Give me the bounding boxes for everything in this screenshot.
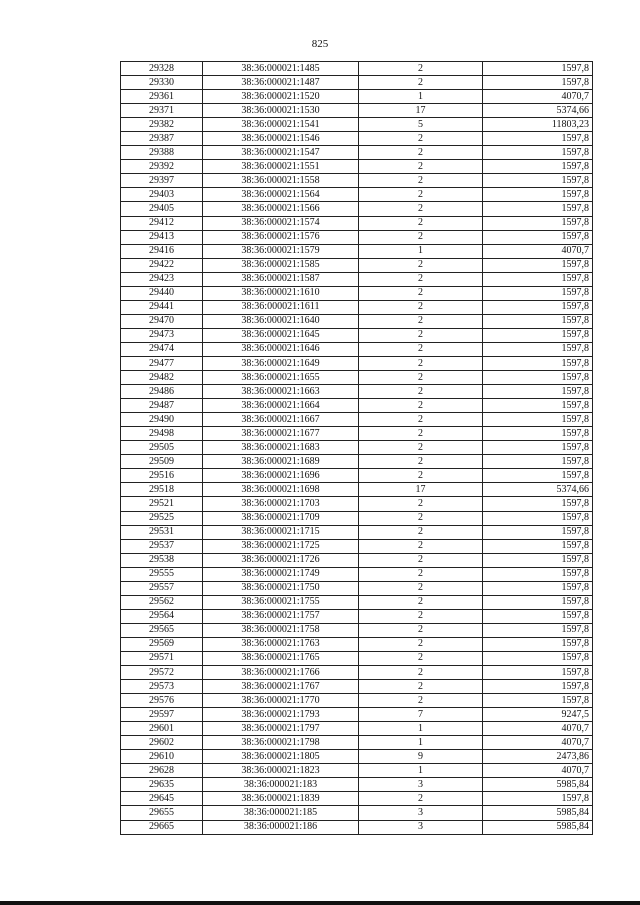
area-cell: 1597,8: [483, 623, 593, 637]
cadastral-number-cell: 38:36:000021:1564: [203, 188, 359, 202]
row-number-cell: 29328: [121, 62, 203, 76]
table-row: [121, 497, 593, 511]
table-row: [121, 637, 593, 651]
table-row: [121, 371, 593, 385]
row-number-cell: 29487: [121, 399, 203, 413]
area-cell: 1597,8: [483, 539, 593, 553]
share-cell: 2: [359, 356, 483, 370]
cadastral-number-cell: 38:36:000021:1763: [203, 637, 359, 651]
share-cell: 2: [359, 272, 483, 286]
area-cell: 1597,8: [483, 567, 593, 581]
cadastral-number-cell: 38:36:000021:1530: [203, 104, 359, 118]
cadastral-number-cell: 38:36:000021:1579: [203, 244, 359, 258]
share-cell: 2: [359, 553, 483, 567]
share-cell: 2: [359, 76, 483, 90]
share-cell: 1: [359, 244, 483, 258]
cadastral-number-cell: 38:36:000021:1667: [203, 413, 359, 427]
table-row: [121, 708, 593, 722]
area-cell: 11803,23: [483, 118, 593, 132]
cadastral-number-cell: 38:36:000021:1767: [203, 680, 359, 694]
share-cell: 1: [359, 764, 483, 778]
area-cell: 1597,8: [483, 637, 593, 651]
share-cell: 2: [359, 511, 483, 525]
row-number-cell: 29361: [121, 90, 203, 104]
share-cell: 2: [359, 286, 483, 300]
table-row: [121, 595, 593, 609]
share-cell: 2: [359, 230, 483, 244]
table-row: [121, 160, 593, 174]
row-number-cell: 29572: [121, 666, 203, 680]
table-row: [121, 258, 593, 272]
row-number-cell: 29482: [121, 371, 203, 385]
cadastral-number-cell: 38:36:000021:1709: [203, 511, 359, 525]
table-row: [121, 272, 593, 286]
area-cell: 5374,66: [483, 483, 593, 497]
area-cell: 1597,8: [483, 76, 593, 90]
table-row: [121, 413, 593, 427]
table-row: [121, 539, 593, 553]
row-number-cell: 29537: [121, 539, 203, 553]
area-cell: 1597,8: [483, 455, 593, 469]
cadastral-number-cell: 38:36:000021:1576: [203, 230, 359, 244]
share-cell: 3: [359, 778, 483, 792]
cadastral-number-cell: 38:36:000021:1547: [203, 146, 359, 160]
share-cell: 2: [359, 258, 483, 272]
table-row: [121, 553, 593, 567]
share-cell: 2: [359, 623, 483, 637]
cadastral-number-cell: 38:36:000021:1664: [203, 399, 359, 413]
row-number-cell: 29422: [121, 258, 203, 272]
cadastral-number-cell: 38:36:000021:1726: [203, 553, 359, 567]
row-number-cell: 29509: [121, 455, 203, 469]
area-cell: 2473,86: [483, 750, 593, 764]
row-number-cell: 29597: [121, 708, 203, 722]
row-number-cell: 29601: [121, 722, 203, 736]
area-cell: 1597,8: [483, 342, 593, 356]
area-cell: 1597,8: [483, 62, 593, 76]
area-cell: 1597,8: [483, 314, 593, 328]
table-row: [121, 328, 593, 342]
row-number-cell: 29525: [121, 511, 203, 525]
cadastral-number-cell: 38:36:000021:1823: [203, 764, 359, 778]
row-number-cell: 29440: [121, 286, 203, 300]
area-cell: 1597,8: [483, 666, 593, 680]
row-number-cell: 29602: [121, 736, 203, 750]
row-number-cell: 29392: [121, 160, 203, 174]
area-cell: 1597,8: [483, 609, 593, 623]
cadastral-number-cell: 38:36:000021:1696: [203, 469, 359, 483]
row-number-cell: 29564: [121, 609, 203, 623]
row-number-cell: 29405: [121, 202, 203, 216]
share-cell: 1: [359, 722, 483, 736]
area-cell: 5985,84: [483, 806, 593, 820]
cadastral-number-cell: 38:36:000021:1770: [203, 694, 359, 708]
area-cell: 1597,8: [483, 371, 593, 385]
table-row: [121, 567, 593, 581]
table-row: [121, 483, 593, 497]
table-row: [121, 609, 593, 623]
area-cell: 1597,8: [483, 694, 593, 708]
share-cell: 2: [359, 666, 483, 680]
row-number-cell: 29371: [121, 104, 203, 118]
table-row: [121, 385, 593, 399]
row-number-cell: 29538: [121, 553, 203, 567]
share-cell: 2: [359, 132, 483, 146]
cadastral-number-cell: 38:36:000021:1574: [203, 216, 359, 230]
row-number-cell: 29576: [121, 694, 203, 708]
cadastral-number-cell: 38:36:000021:1655: [203, 371, 359, 385]
cadastral-number-cell: 38:36:000021:1587: [203, 272, 359, 286]
row-number-cell: 29490: [121, 413, 203, 427]
area-cell: 1597,8: [483, 553, 593, 567]
cadastral-number-cell: 38:36:000021:1566: [203, 202, 359, 216]
table-row: [121, 62, 593, 76]
row-number-cell: 29470: [121, 314, 203, 328]
cadastral-number-cell: 38:36:000021:1765: [203, 651, 359, 665]
table-row: [121, 300, 593, 314]
share-cell: 1: [359, 736, 483, 750]
area-cell: 1597,8: [483, 160, 593, 174]
share-cell: 2: [359, 497, 483, 511]
table-row: [121, 76, 593, 90]
row-number-cell: 29565: [121, 623, 203, 637]
row-number-cell: 29330: [121, 76, 203, 90]
share-cell: 2: [359, 62, 483, 76]
share-cell: 2: [359, 581, 483, 595]
area-cell: 1597,8: [483, 328, 593, 342]
row-number-cell: 29388: [121, 146, 203, 160]
row-number-cell: 29569: [121, 637, 203, 651]
row-number-cell: 29610: [121, 750, 203, 764]
table-row: [121, 651, 593, 665]
area-cell: 1597,8: [483, 413, 593, 427]
row-number-cell: 29498: [121, 427, 203, 441]
cadastral-number-cell: 38:36:000021:1683: [203, 441, 359, 455]
table-row: [121, 525, 593, 539]
share-cell: 7: [359, 708, 483, 722]
share-cell: 2: [359, 342, 483, 356]
table-row: [121, 342, 593, 356]
row-number-cell: 29403: [121, 188, 203, 202]
cadastral-number-cell: 38:36:000021:1611: [203, 300, 359, 314]
table-row: [121, 132, 593, 146]
table-row: [121, 722, 593, 736]
share-cell: 2: [359, 609, 483, 623]
cadastral-number-cell: 38:36:000021:1551: [203, 160, 359, 174]
area-cell: 1597,8: [483, 441, 593, 455]
row-number-cell: 29413: [121, 230, 203, 244]
cadastral-number-cell: 38:36:000021:1839: [203, 792, 359, 806]
share-cell: 2: [359, 216, 483, 230]
share-cell: 2: [359, 385, 483, 399]
cadastral-number-cell: 38:36:000021:1698: [203, 483, 359, 497]
share-cell: 2: [359, 371, 483, 385]
share-cell: 2: [359, 469, 483, 483]
area-cell: 1597,8: [483, 300, 593, 314]
table-row: [121, 511, 593, 525]
table-row: [121, 90, 593, 104]
area-cell: 1597,8: [483, 680, 593, 694]
table-row: [121, 441, 593, 455]
cadastral-number-cell: 38:36:000021:183: [203, 778, 359, 792]
row-number-cell: 29516: [121, 469, 203, 483]
area-cell: 1597,8: [483, 132, 593, 146]
table-row: [121, 202, 593, 216]
area-cell: 1597,8: [483, 399, 593, 413]
area-cell: 1597,8: [483, 792, 593, 806]
area-cell: 1597,8: [483, 427, 593, 441]
row-number-cell: 29645: [121, 792, 203, 806]
table-row: [121, 216, 593, 230]
table-row: [121, 666, 593, 680]
cadastral-number-cell: 38:36:000021:1797: [203, 722, 359, 736]
cadastral-number-cell: 38:36:000021:186: [203, 820, 359, 834]
share-cell: 9: [359, 750, 483, 764]
share-cell: 2: [359, 455, 483, 469]
table-row: [121, 174, 593, 188]
share-cell: 2: [359, 525, 483, 539]
table-row: [121, 356, 593, 370]
row-number-cell: 29665: [121, 820, 203, 834]
share-cell: 2: [359, 651, 483, 665]
share-cell: 2: [359, 314, 483, 328]
share-cell: 2: [359, 595, 483, 609]
table-row: [121, 469, 593, 483]
area-cell: 5985,84: [483, 778, 593, 792]
area-cell: 9247,5: [483, 708, 593, 722]
cadastral-number-cell: 38:36:000021:1757: [203, 609, 359, 623]
row-number-cell: 29531: [121, 525, 203, 539]
cadastral-number-cell: 38:36:000021:1703: [203, 497, 359, 511]
area-cell: 1597,8: [483, 174, 593, 188]
table-row: [121, 230, 593, 244]
share-cell: 2: [359, 174, 483, 188]
table-row: [121, 427, 593, 441]
cadastral-number-cell: 38:36:000021:1646: [203, 342, 359, 356]
row-number-cell: 29416: [121, 244, 203, 258]
share-cell: 2: [359, 146, 483, 160]
cadastral-number-cell: 38:36:000021:1663: [203, 385, 359, 399]
row-number-cell: 29521: [121, 497, 203, 511]
table-row: [121, 806, 593, 820]
table-row: [121, 104, 593, 118]
area-cell: 4070,7: [483, 722, 593, 736]
cadastral-number-cell: 38:36:000021:1487: [203, 76, 359, 90]
table-row: [121, 314, 593, 328]
area-cell: 1597,8: [483, 525, 593, 539]
cadastral-number-cell: 38:36:000021:1798: [203, 736, 359, 750]
area-cell: 1597,8: [483, 581, 593, 595]
share-cell: 2: [359, 202, 483, 216]
cadastral-number-cell: 38:36:000021:1541: [203, 118, 359, 132]
cadastral-number-cell: 38:36:000021:185: [203, 806, 359, 820]
share-cell: 2: [359, 427, 483, 441]
table-row: [121, 750, 593, 764]
cadastral-number-cell: 38:36:000021:1725: [203, 539, 359, 553]
table-row: [121, 764, 593, 778]
share-cell: 2: [359, 300, 483, 314]
row-number-cell: 29477: [121, 356, 203, 370]
table-row: [121, 581, 593, 595]
cadastral-number-cell: 38:36:000021:1805: [203, 750, 359, 764]
share-cell: 2: [359, 160, 483, 174]
row-number-cell: 29518: [121, 483, 203, 497]
table-row: [121, 694, 593, 708]
cadastral-number-cell: 38:36:000021:1750: [203, 581, 359, 595]
row-number-cell: 29555: [121, 567, 203, 581]
table-row: [121, 118, 593, 132]
row-number-cell: 29557: [121, 581, 203, 595]
share-cell: 2: [359, 441, 483, 455]
row-number-cell: 29571: [121, 651, 203, 665]
table-row: [121, 623, 593, 637]
row-number-cell: 29562: [121, 595, 203, 609]
cadastral-number-cell: 38:36:000021:1766: [203, 666, 359, 680]
share-cell: 2: [359, 567, 483, 581]
cadastral-number-cell: 38:36:000021:1610: [203, 286, 359, 300]
area-cell: 5374,66: [483, 104, 593, 118]
share-cell: 3: [359, 806, 483, 820]
area-cell: 1597,8: [483, 469, 593, 483]
share-cell: 2: [359, 328, 483, 342]
row-number-cell: 29655: [121, 806, 203, 820]
table-row: [121, 778, 593, 792]
share-cell: 1: [359, 90, 483, 104]
table-row: [121, 455, 593, 469]
row-number-cell: 29505: [121, 441, 203, 455]
area-cell: 4070,7: [483, 90, 593, 104]
share-cell: 2: [359, 539, 483, 553]
row-number-cell: 29473: [121, 328, 203, 342]
share-cell: 5: [359, 118, 483, 132]
area-cell: 1597,8: [483, 385, 593, 399]
share-cell: 17: [359, 104, 483, 118]
row-number-cell: 29397: [121, 174, 203, 188]
table-row: [121, 188, 593, 202]
cadastral-number-cell: 38:36:000021:1649: [203, 356, 359, 370]
cadastral-number-cell: 38:36:000021:1520: [203, 90, 359, 104]
cadastral-number-cell: 38:36:000021:1677: [203, 427, 359, 441]
area-cell: 4070,7: [483, 244, 593, 258]
area-cell: 5985,84: [483, 820, 593, 834]
cadastral-number-cell: 38:36:000021:1715: [203, 525, 359, 539]
registry-table-body: [121, 62, 593, 835]
table-row: [121, 820, 593, 834]
table-row: [121, 244, 593, 258]
area-cell: 1597,8: [483, 356, 593, 370]
table-row: [121, 146, 593, 160]
cadastral-number-cell: 38:36:000021:1793: [203, 708, 359, 722]
area-cell: 4070,7: [483, 736, 593, 750]
table-row: [121, 736, 593, 750]
cadastral-number-cell: 38:36:000021:1558: [203, 174, 359, 188]
row-number-cell: 29412: [121, 216, 203, 230]
area-cell: 4070,7: [483, 764, 593, 778]
cadastral-number-cell: 38:36:000021:1546: [203, 132, 359, 146]
area-cell: 1597,8: [483, 595, 593, 609]
area-cell: 1597,8: [483, 272, 593, 286]
area-cell: 1597,8: [483, 511, 593, 525]
row-number-cell: 29423: [121, 272, 203, 286]
row-number-cell: 29486: [121, 385, 203, 399]
area-cell: 1597,8: [483, 146, 593, 160]
cadastral-number-cell: 38:36:000021:1755: [203, 595, 359, 609]
share-cell: 2: [359, 413, 483, 427]
table-row: [121, 680, 593, 694]
row-number-cell: 29635: [121, 778, 203, 792]
cadastral-number-cell: 38:36:000021:1689: [203, 455, 359, 469]
row-number-cell: 29441: [121, 300, 203, 314]
area-cell: 1597,8: [483, 258, 593, 272]
registry-table: [120, 61, 593, 835]
page-number: 825: [311, 38, 329, 50]
share-cell: 3: [359, 820, 483, 834]
cadastral-number-cell: 38:36:000021:1585: [203, 258, 359, 272]
area-cell: 1597,8: [483, 497, 593, 511]
share-cell: 2: [359, 399, 483, 413]
table-row: [121, 792, 593, 806]
share-cell: 2: [359, 188, 483, 202]
area-cell: 1597,8: [483, 230, 593, 244]
share-cell: 2: [359, 792, 483, 806]
cadastral-number-cell: 38:36:000021:1640: [203, 314, 359, 328]
row-number-cell: 29382: [121, 118, 203, 132]
cadastral-number-cell: 38:36:000021:1485: [203, 62, 359, 76]
row-number-cell: 29628: [121, 764, 203, 778]
share-cell: 2: [359, 637, 483, 651]
area-cell: 1597,8: [483, 216, 593, 230]
row-number-cell: 29474: [121, 342, 203, 356]
scan-edge-band: [0, 901, 640, 905]
cadastral-number-cell: 38:36:000021:1749: [203, 567, 359, 581]
share-cell: 17: [359, 483, 483, 497]
cadastral-number-cell: 38:36:000021:1645: [203, 328, 359, 342]
cadastral-number-cell: 38:36:000021:1758: [203, 623, 359, 637]
area-cell: 1597,8: [483, 188, 593, 202]
table-row: [121, 399, 593, 413]
area-cell: 1597,8: [483, 202, 593, 216]
row-number-cell: 29387: [121, 132, 203, 146]
table-row: [121, 286, 593, 300]
share-cell: 2: [359, 680, 483, 694]
share-cell: 2: [359, 694, 483, 708]
area-cell: 1597,8: [483, 651, 593, 665]
row-number-cell: 29573: [121, 680, 203, 694]
area-cell: 1597,8: [483, 286, 593, 300]
